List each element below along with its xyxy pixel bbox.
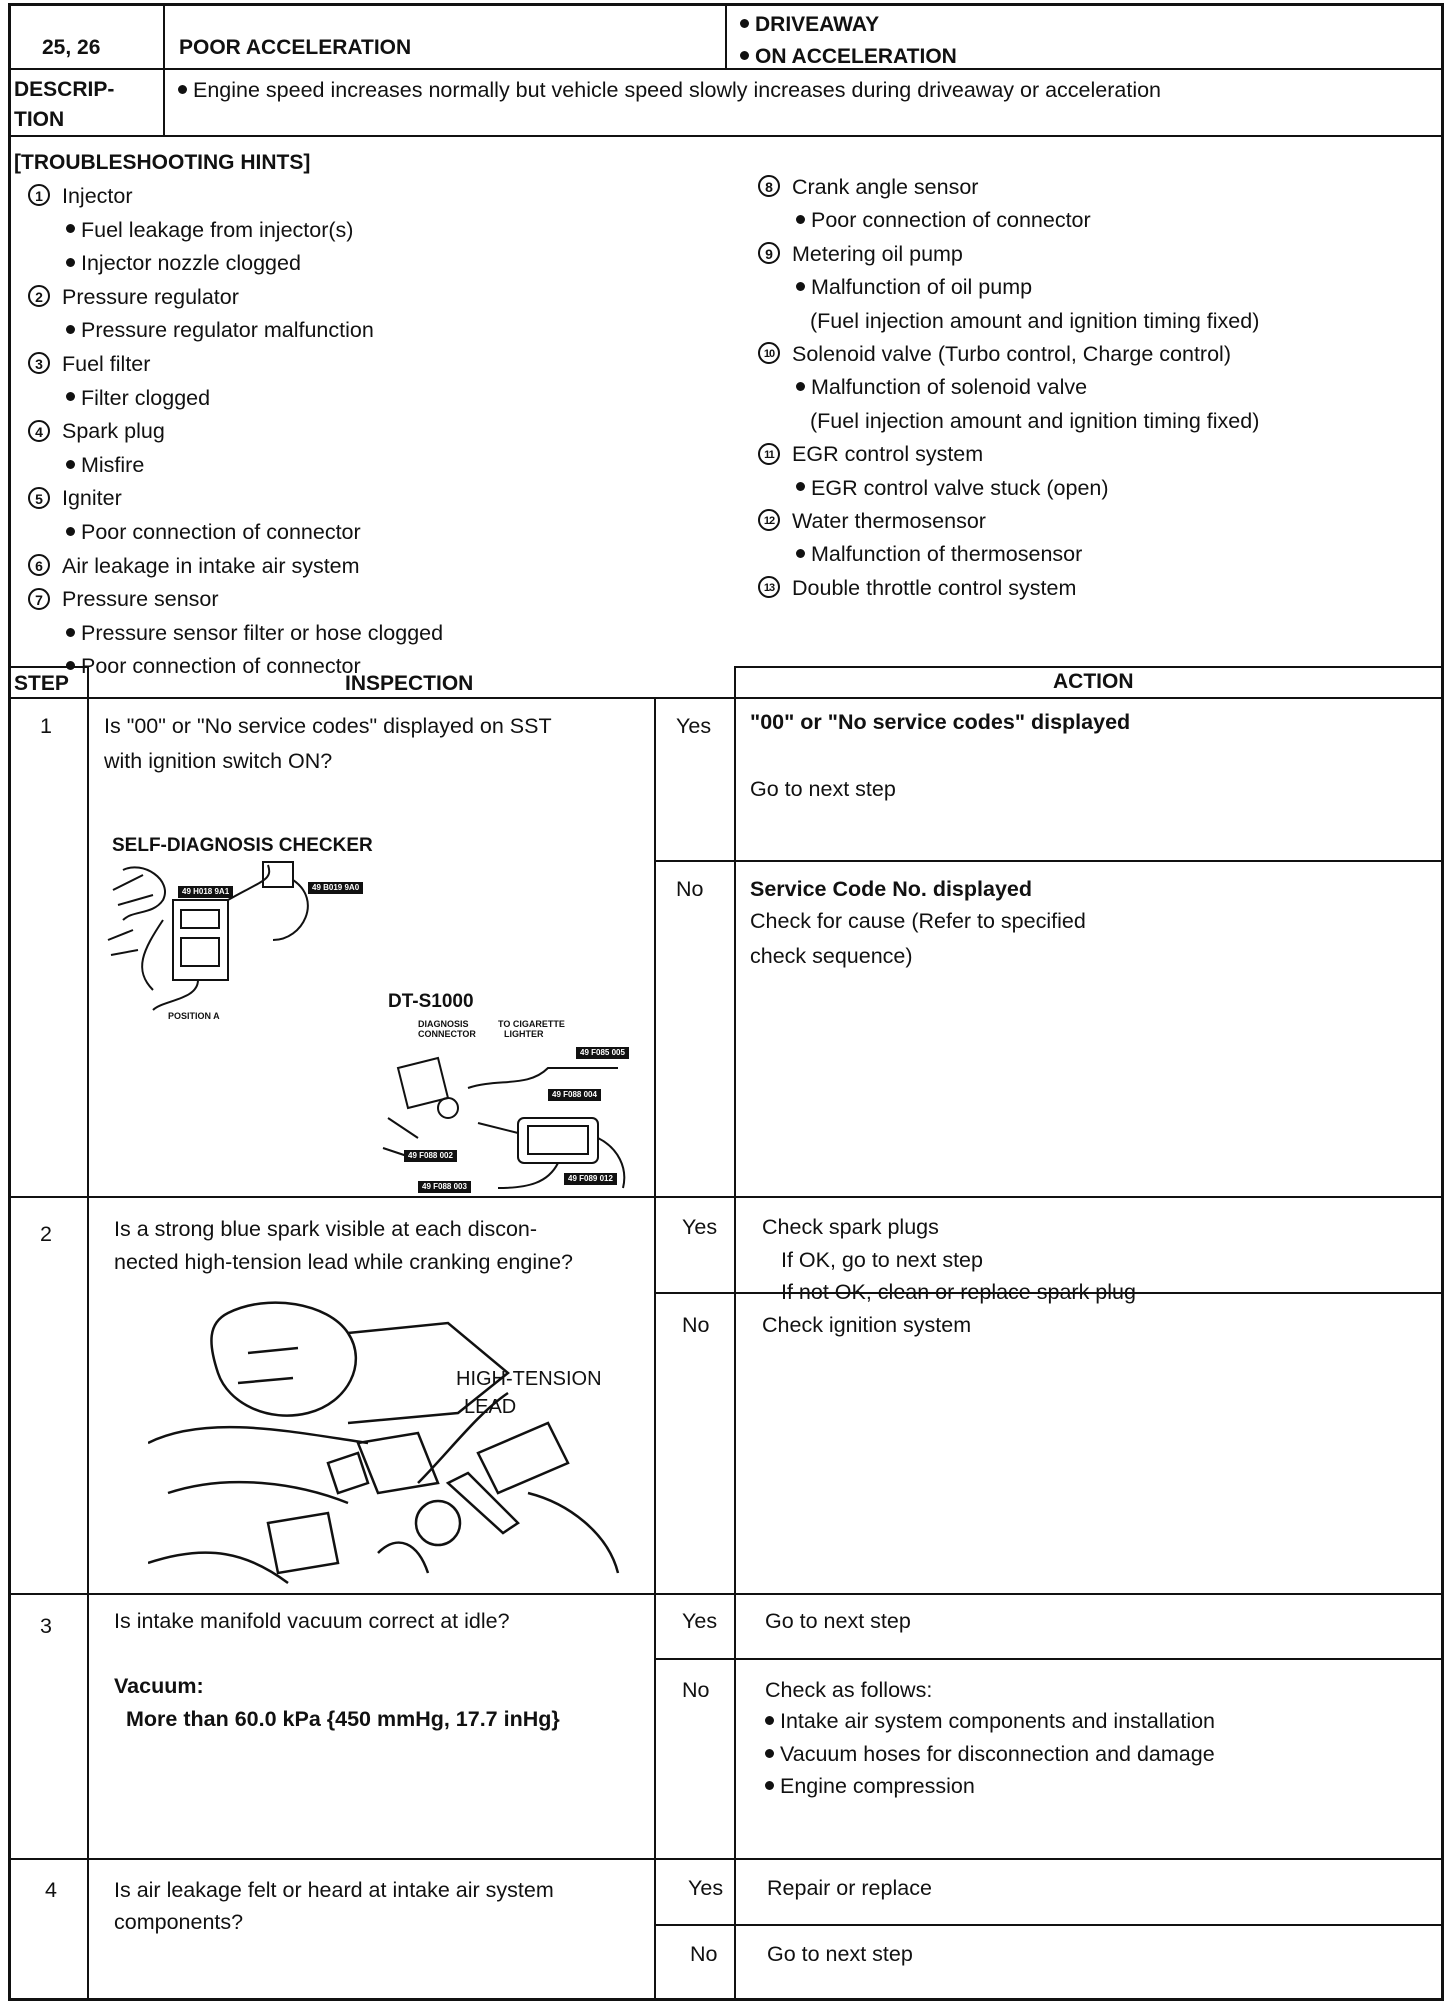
position-label: POSITION A — [168, 1011, 220, 1021]
hint-sub-item: Pressure regulator malfunction — [66, 317, 374, 343]
part-tag: 49 F088 004 — [548, 1089, 601, 1101]
divider — [734, 699, 736, 2001]
number-circle-icon: 10 — [758, 342, 780, 364]
no-label: No — [682, 1313, 710, 1337]
condition-acceleration: ON ACCELERATION — [740, 44, 957, 70]
hint-item — [28, 284, 239, 310]
troubleshooting-page — [8, 3, 1444, 2001]
part-tag: 49 F088 002 — [404, 1150, 457, 1162]
divider — [8, 1858, 1444, 1860]
high-tension-lead-label-2: LEAD — [464, 1396, 517, 1418]
diagnosis-connector-label-2: CONNECTOR — [418, 1029, 476, 1039]
number-circle-icon: 3 — [28, 352, 50, 374]
number-circle-icon: 6 — [28, 554, 50, 576]
vacuum-spec-value: More than 60.0 kPa {450 mmHg, 17.7 inHg} — [126, 1707, 560, 1731]
part-tag: 49 H018 9A1 — [178, 886, 233, 898]
border-left — [8, 3, 11, 2001]
divider — [87, 666, 89, 2001]
inspection-text-2: nected high-tension lead while cranking engine? — [114, 1250, 573, 1274]
part-tag: 49 F088 003 — [418, 1181, 471, 1193]
number-circle-icon: 12 — [758, 509, 780, 531]
action-text-2: Check for cause (Refer to specified — [750, 909, 1086, 933]
description-text: Engine speed increases normally but vehicle speed slowly increases during driveaway or acceleration — [178, 77, 1161, 103]
inspection-text: Is intake manifold vacuum correct at idle? — [114, 1609, 510, 1633]
figure-title-checker: SELF-DIAGNOSIS CHECKER — [112, 835, 373, 856]
description-label: DESCRIP- — [14, 78, 115, 101]
bullet-icon — [796, 482, 805, 491]
hint-sub-item: Poor connection of connector — [66, 653, 361, 679]
step-number: 2 — [40, 1222, 52, 1246]
step-number: 1 — [40, 714, 52, 738]
hint-sub-item: Pressure sensor filter or hose clogged — [66, 620, 443, 646]
action-list-item: Vacuum hoses for disconnection and damage — [765, 1741, 1215, 1767]
inspection-text-2: with ignition switch ON? — [104, 749, 333, 773]
number-circle-icon: 2 — [28, 285, 50, 307]
self-diagnosis-checker-illustration — [103, 860, 423, 1020]
bullet-icon — [796, 549, 805, 558]
action-list-item: Engine compression — [765, 1773, 975, 1799]
hint-sub-item: Injector nozzle clogged — [66, 250, 301, 276]
number-circle-icon: 1 — [28, 184, 50, 206]
hint-label: Spark plug — [62, 419, 165, 444]
bullet-icon — [66, 224, 75, 233]
yes-label: Yes — [676, 714, 712, 738]
action-text-2: If OK, go to next step — [781, 1248, 983, 1272]
divider — [8, 135, 1444, 137]
hint-item — [758, 575, 1076, 601]
hint-sub-item: Malfunction of solenoid valve — [796, 374, 1087, 400]
action-text-3: check sequence) — [750, 944, 913, 968]
hint-item — [28, 586, 219, 612]
action-text: Service Code No. displayed — [750, 877, 1032, 901]
bullet-icon — [66, 392, 75, 401]
bullet-icon — [66, 527, 75, 536]
hint-label: EGR control system — [792, 442, 984, 467]
hint-sub-item: EGR control valve stuck (open) — [796, 475, 1109, 501]
hint-label: Injector — [62, 184, 133, 208]
number-circle-icon: 8 — [758, 175, 780, 197]
number-circle-icon: 5 — [28, 487, 50, 509]
cigarette-lighter-label-2: LIGHTER — [504, 1029, 544, 1039]
bullet-icon — [796, 382, 805, 391]
vacuum-spec-label: Vacuum: — [114, 1674, 204, 1698]
no-label: No — [690, 1942, 718, 1966]
hint-sub-item: Malfunction of oil pump — [796, 274, 1032, 300]
hint-sub-item: Misfire — [66, 452, 144, 478]
divider — [8, 1196, 1444, 1198]
hint-label: Air leakage in intake air system — [62, 553, 360, 578]
bullet-icon — [66, 628, 75, 637]
bullet-icon — [66, 460, 75, 469]
divider — [654, 1658, 1444, 1660]
action-text: Check spark plugs — [762, 1215, 939, 1239]
diagnosis-connector-label: DIAGNOSIS — [418, 1019, 469, 1029]
bullet-icon — [66, 325, 75, 334]
yes-label: Yes — [682, 1609, 718, 1633]
hint-item — [28, 183, 133, 209]
yes-label: Yes — [682, 1215, 718, 1239]
divider — [8, 1593, 1444, 1595]
border-bottom — [8, 1998, 1444, 2001]
hint-item — [28, 485, 122, 511]
hint-label: Fuel filter — [62, 352, 151, 376]
condition-driveaway: DRIVEAWAY — [740, 12, 879, 38]
hint-sub-item: Malfunction of thermosensor — [796, 541, 1082, 567]
high-tension-lead-label: HIGH-TENSION — [456, 1368, 602, 1390]
action-text: Check ignition system — [762, 1313, 972, 1337]
col-action-header: ACTION — [1053, 670, 1134, 693]
part-tag: 49 F089 012 — [564, 1173, 617, 1185]
hint-item — [758, 174, 978, 200]
divider — [734, 666, 1444, 668]
hints-title: [TROUBLESHOOTING HINTS] — [14, 151, 311, 174]
inspection-text: Is "00" or "No service codes" displayed on SST — [104, 714, 552, 738]
hint-item — [758, 341, 1231, 367]
hint-label: Solenoid valve (Turbo control, Charge control) — [792, 342, 1231, 366]
divider — [8, 68, 1444, 70]
yes-label: Yes — [688, 1876, 724, 1900]
divider — [725, 3, 727, 69]
action-text: Go to next step — [767, 1942, 913, 1966]
divider — [734, 666, 736, 699]
col-step-header: STEP — [14, 672, 69, 695]
part-tag: 49 F085 005 — [576, 1047, 629, 1059]
no-label: No — [682, 1678, 710, 1702]
hint-note: (Fuel injection amount and ignition timing fixed) — [810, 308, 1260, 333]
number-circle-icon: 4 — [28, 420, 50, 442]
divider — [8, 697, 1444, 699]
step-number: 4 — [45, 1878, 57, 1902]
part-tag: 49 B019 9A0 — [308, 882, 363, 894]
symptom-title: POOR ACCELERATION — [179, 36, 412, 59]
hint-note: (Fuel injection amount and ignition timing fixed) — [810, 408, 1260, 433]
hint-label: Water thermosensor — [792, 509, 986, 533]
hint-item — [758, 441, 983, 467]
inspection-text: Is air leakage felt or heard at intake air system — [114, 1878, 554, 1902]
engine-high-tension-lead-illustration — [148, 1293, 628, 1589]
hint-sub-item: Poor connection of connector — [66, 519, 361, 545]
hint-item — [28, 351, 150, 377]
divider — [654, 1924, 1444, 1926]
hint-item — [758, 241, 963, 267]
action-list-item: Intake air system components and installation — [765, 1708, 1215, 1734]
action-text: Repair or replace — [767, 1876, 932, 1900]
border-right — [1441, 3, 1444, 2001]
number-circle-icon: 9 — [758, 242, 780, 264]
trouble-codes: 25, 26 — [42, 36, 101, 59]
hint-sub-item: Poor connection of connector — [796, 207, 1091, 233]
action-text: Go to next step — [765, 1609, 911, 1633]
divider — [654, 860, 1444, 862]
col-inspection-header: INSPECTION — [345, 672, 474, 695]
hint-label: Pressure sensor — [62, 587, 219, 612]
hint-label: Crank angle sensor — [792, 175, 979, 199]
bullet-icon — [796, 282, 805, 291]
step-number: 3 — [40, 1614, 52, 1638]
bullet-icon — [796, 215, 805, 224]
hint-label: Igniter — [62, 486, 122, 511]
inspection-text-2: components? — [114, 1910, 244, 1934]
hint-sub-item: Fuel leakage from injector(s) — [66, 217, 353, 243]
hint-label: Pressure regulator — [62, 284, 239, 309]
action-text: "00" or "No service codes" displayed — [750, 710, 1131, 734]
number-circle-icon: 7 — [28, 588, 50, 610]
hint-item — [28, 553, 360, 579]
cigarette-lighter-label: TO CIGARETTE — [498, 1019, 565, 1029]
description-label-2: TION — [14, 108, 65, 131]
number-circle-icon: 11 — [758, 443, 780, 465]
divider — [654, 699, 656, 2001]
action-text-3: If not OK, clean or replace spark plug — [781, 1280, 1136, 1304]
bullet-icon — [66, 258, 75, 267]
hint-item — [28, 418, 165, 444]
figure-title-dts1000: DT-S1000 — [388, 991, 474, 1012]
divider — [8, 666, 11, 699]
hint-item — [758, 508, 986, 534]
action-text-2: Go to next step — [750, 777, 896, 801]
hint-label: Metering oil pump — [792, 241, 963, 266]
no-label: No — [676, 877, 704, 901]
action-text: Check as follows: — [765, 1678, 933, 1702]
inspection-text: Is a strong blue spark visible at each discon- — [114, 1217, 538, 1241]
hint-label: Double throttle control system — [792, 575, 1077, 600]
hint-sub-item: Filter clogged — [66, 385, 210, 411]
bullet-icon — [66, 661, 75, 670]
number-circle-icon: 13 — [758, 576, 780, 598]
